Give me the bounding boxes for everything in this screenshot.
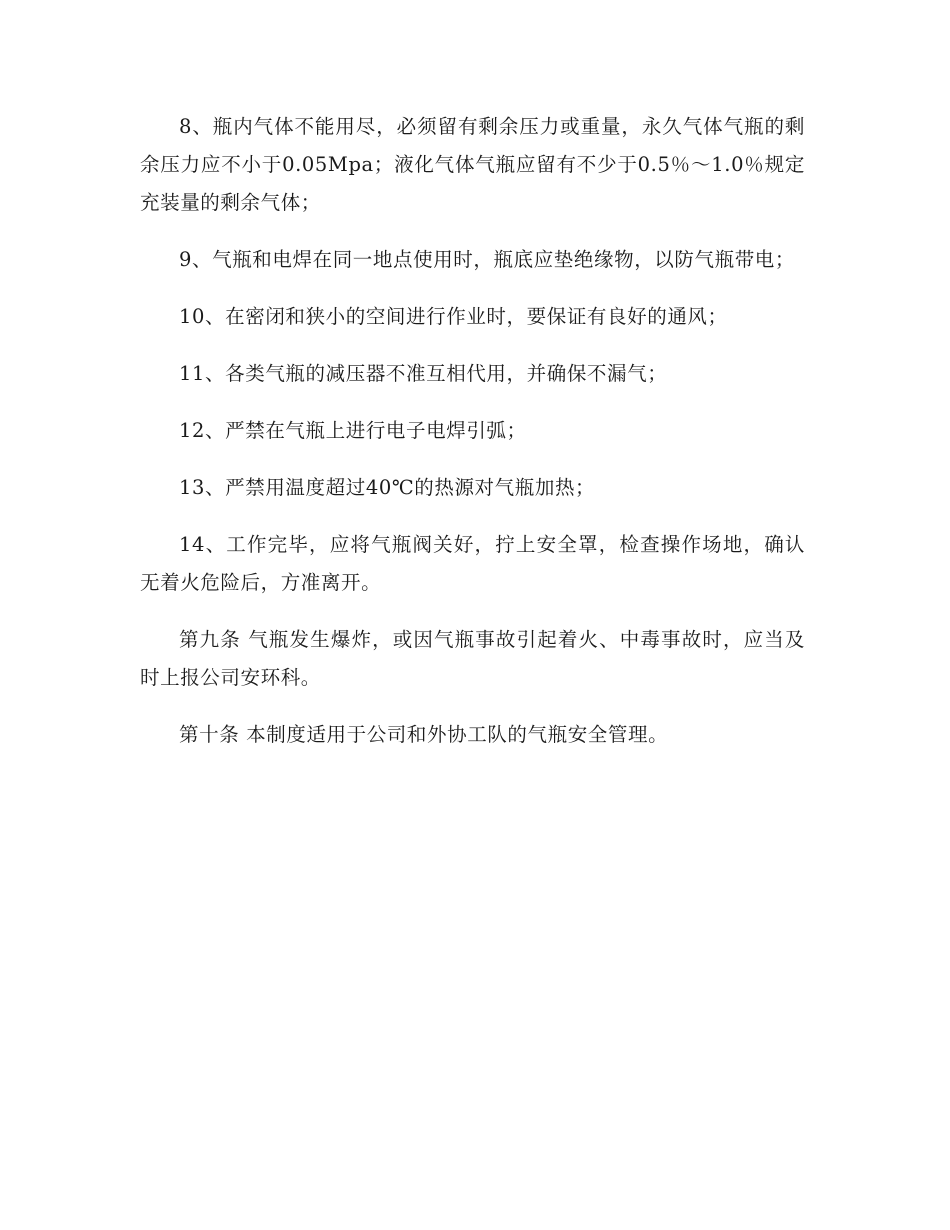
paragraph-item-10: 10、在密闭和狭小的空间进行作业时，要保证有良好的通风； (179, 305, 728, 328)
paragraph-item-14: 14、工作完毕，应将气瓶阀关好，拧上安全罩，检查操作场地，确认无着火危险后，方准离开。 (140, 533, 805, 594)
document-body (140, 108, 805, 773)
paragraph-item-13: 13、严禁用温度超过40℃的热源对气瓶加热； (179, 476, 596, 499)
paragraph-item-8: 8、瓶内气体不能用尽，必须留有剩余压力或重量，永久气体气瓶的剩余压力应不小于0.05Mpa；液化气体气瓶应留有不少于0.5％～1.0％规定充装量的剩余气体； (140, 115, 805, 214)
article-10-paragraph: 第十条 本制度适用于公司和外协工队的气瓶安全管理。 (179, 723, 669, 746)
article-9-paragraph: 第九条 气瓶发生爆炸，或因气瓶事故引起着火、中毒事故时，应当及时上报公司安环科。 (140, 628, 805, 689)
paragraph-item-11: 11、各类气瓶的减压器不准互相代用，并确保不漏气； (179, 362, 668, 385)
paragraph-item-12: 12、严禁在气瓶上进行电子电焊引弧； (179, 419, 527, 442)
paragraph-item-9: 9、气瓶和电焊在同一地点使用时，瓶底应垫绝缘物，以防气瓶带电； (179, 248, 796, 271)
